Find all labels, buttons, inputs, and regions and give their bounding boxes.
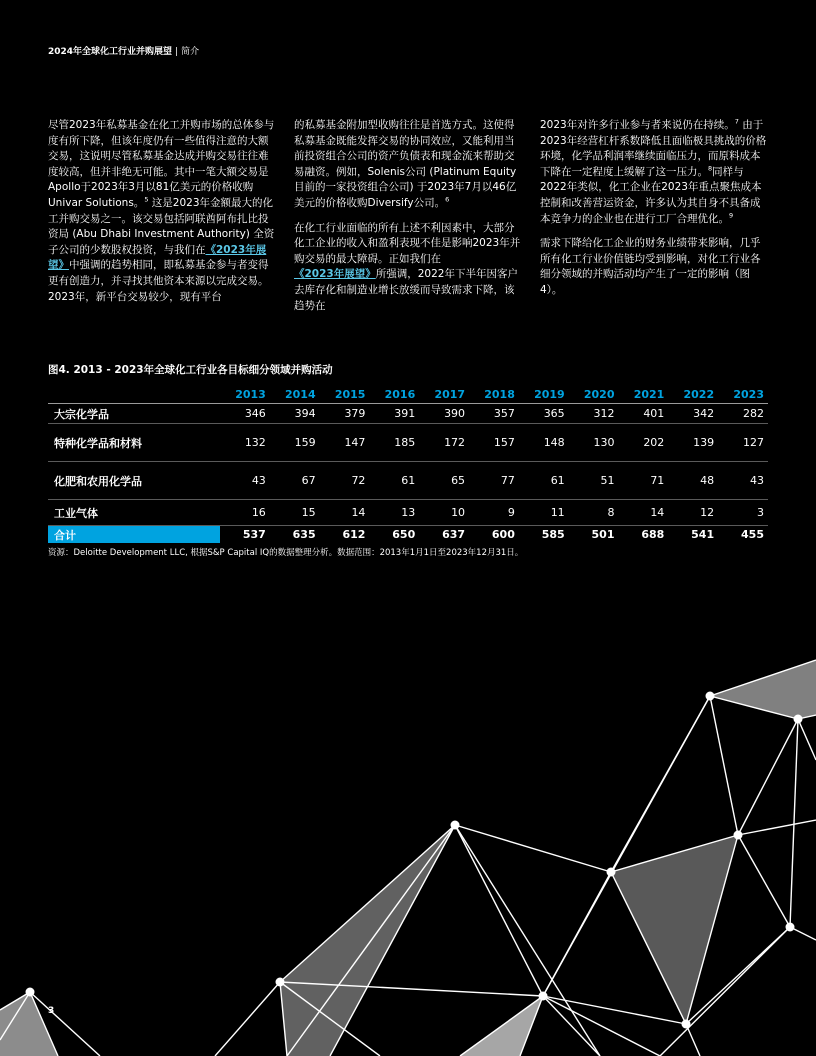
table-cell: 365 <box>519 404 569 424</box>
year-header-2015: 2015 <box>320 384 370 404</box>
table-cell: 77 <box>469 462 519 500</box>
table-cell: 391 <box>369 404 419 424</box>
figure-title: 图4. 2013 - 2023年全球化工行业各目标细分领域并购活动 <box>48 364 333 376</box>
table-cell: 43 <box>220 462 270 500</box>
table-cell: 394 <box>270 404 320 424</box>
table-cell: 148 <box>519 424 569 462</box>
row-label: 化肥和农用化学品 <box>48 462 220 500</box>
table-cell: 11 <box>519 500 569 526</box>
table-cell: 635 <box>292 528 316 541</box>
table-cell: 357 <box>469 404 519 424</box>
table-cell: 147 <box>320 424 370 462</box>
table-cell: 61 <box>369 462 419 500</box>
table-cell: 48 <box>668 462 718 500</box>
header-separator: | <box>175 47 179 57</box>
footnote-ref: 7 <box>734 117 739 126</box>
year-header-2019: 2019 <box>519 384 569 404</box>
table-cell: 501 <box>591 528 615 541</box>
table-cell: 585 <box>541 528 565 541</box>
table-cell: 61 <box>519 462 569 500</box>
paragraph: 在化工行业面临的所有上述不利因素中，大部分化工企业的收入和盈利表现不佳是影响2023年并购交易的最大障碍。正如我们在《2023年展望》所强调，2022年下半年因客户去库存化和制造业增长放缓而导致需求下降，该趋势在 <box>294 221 521 312</box>
table-cell: 43 <box>718 462 768 500</box>
outlook-2023-link[interactable]: 《2023年展望》 <box>48 243 267 272</box>
table-cell: 16 <box>220 500 270 526</box>
page-number: 3 <box>48 1006 55 1016</box>
table-cell: 379 <box>320 404 370 424</box>
table-cell: 9 <box>469 500 519 526</box>
table-cell: 202 <box>619 424 669 462</box>
paragraph: 的私募基金附加型收购往往是首选方式。这使得私募基金既能发挥交易的协同效应，又能利用当前投资组合公司的资产负债表和现金流来帮助交易融资。例如，Solenis公司 (Platinum Equity目前的一家投资组合公司) 于2023年7月以46亿美元的价格收购Diversify公司。$^6$ <box>294 119 517 209</box>
table-cell: 3 <box>718 500 768 526</box>
footnote-ref: 5 <box>144 195 149 204</box>
year-header-2023: 2023 <box>718 384 768 404</box>
paragraph: 尽管2023年私募基金在化工并购市场的总体参与度有所下降，但该年度仍有一些值得注意的大额交易，这说明尽管私募基金达成并购交易往往难度较高，但并非绝无可能。其中一笔大额交易是Apollo于2023年3月以81亿美元的价格收购Univar Solutions。$^5$ 这是2023年金额最大的化工并购交易之一。该交易包括阿联酋阿布扎比投资局 (Abu Dhabi Investment Authority) 全资子公司的少数股权投资，与我们在《2023年展望》中强调的趋势相同，即私募基金参与者变得更有创造力，并寻找其他资本来源以完成交易。2023年，新平台交易较少，现有平台 <box>48 119 275 303</box>
table-cell: 71 <box>619 462 669 500</box>
footnote-ref: 8 <box>708 164 713 173</box>
paragraph: 需求下降给化工企业的财务业绩带来影响，几乎所有化工行业价值链均受到影响，对化工行业各细分领域的并购活动均产生了一定的影响（图4）。 <box>540 237 761 296</box>
year-header-2013: 2013 <box>220 384 270 404</box>
table-cell: 346 <box>220 404 270 424</box>
table-cell: 282 <box>718 404 768 424</box>
row-label: 特种化学品和材料 <box>48 424 220 462</box>
table-cell: 455 <box>741 528 764 541</box>
table-cell: 612 <box>342 528 366 541</box>
year-header-2020: 2020 <box>569 384 619 404</box>
section-name: 简介 <box>181 47 200 57</box>
table-cell: 10 <box>419 500 469 526</box>
table-cell: 342 <box>668 404 718 424</box>
table-cell: 637 <box>442 528 466 541</box>
table-cell: 159 <box>270 424 320 462</box>
table-cell: 65 <box>419 462 469 500</box>
table-cell: 14 <box>320 500 370 526</box>
source-note: 资源：Deloitte Development LLC, 根据S&P Capital IQ的数据整理分析。数据范围：2013年1月1日至2023年12月31日。 <box>48 548 524 558</box>
year-header-2022: 2022 <box>668 384 718 404</box>
outlook-2023-link[interactable]: 《2023年展望》 <box>294 268 376 281</box>
paragraph: 2023年对许多行业参与者来说仍在持续。$^7$ 由于2023年经营杠杆系数降低且面临极具挑战的价格环境，化学品利润率继续面临压力，而原料成本下降在一定程度上缓解了这一压力。$^8$同样与2022年类似，化工企业在2023年重点聚焦成本控制和改善营运资金，许多认为其自身不具备成本竞争力的企业也在进行工厂合理优化。$^9$ <box>540 117 767 225</box>
table-cell: 15 <box>270 500 320 526</box>
table-cell: 13 <box>369 500 419 526</box>
table-cell: 390 <box>419 404 469 424</box>
table-cell: 72 <box>320 462 370 500</box>
table-cell: 14 <box>619 500 669 526</box>
table-cell: 600 <box>491 528 515 541</box>
row-label: 合计 <box>48 526 220 544</box>
table-cell: 12 <box>668 500 718 526</box>
table-cell: 172 <box>419 424 469 462</box>
table-cell: 157 <box>469 424 519 462</box>
table-cell: 185 <box>369 424 419 462</box>
table-cell: 127 <box>718 424 768 462</box>
table-cell: 130 <box>569 424 619 462</box>
table-cell: 8 <box>569 500 619 526</box>
report-title: 2024年全球化工行业并购展望 <box>48 47 173 57</box>
table-cell: 401 <box>619 404 669 424</box>
year-header-2016: 2016 <box>369 384 419 404</box>
year-header-2018: 2018 <box>469 384 519 404</box>
table-cell: 650 <box>392 528 416 541</box>
row-label: 工业气体 <box>48 500 220 526</box>
table-cell: 688 <box>641 528 665 541</box>
year-header-2017: 2017 <box>419 384 469 404</box>
table-cell: 139 <box>668 424 718 462</box>
table-cell: 67 <box>270 462 320 500</box>
row-label: 大宗化学品 <box>48 404 220 424</box>
year-header-2021: 2021 <box>619 384 669 404</box>
footnote-ref: 6 <box>445 195 450 204</box>
table-cell: 312 <box>569 404 619 424</box>
year-header-2014: 2014 <box>270 384 320 404</box>
table-cell: 51 <box>569 462 619 500</box>
table-cell: 537 <box>242 528 266 541</box>
footnote-ref: 9 <box>729 211 734 220</box>
table-cell: 541 <box>691 528 715 541</box>
table-cell: 132 <box>220 424 270 462</box>
